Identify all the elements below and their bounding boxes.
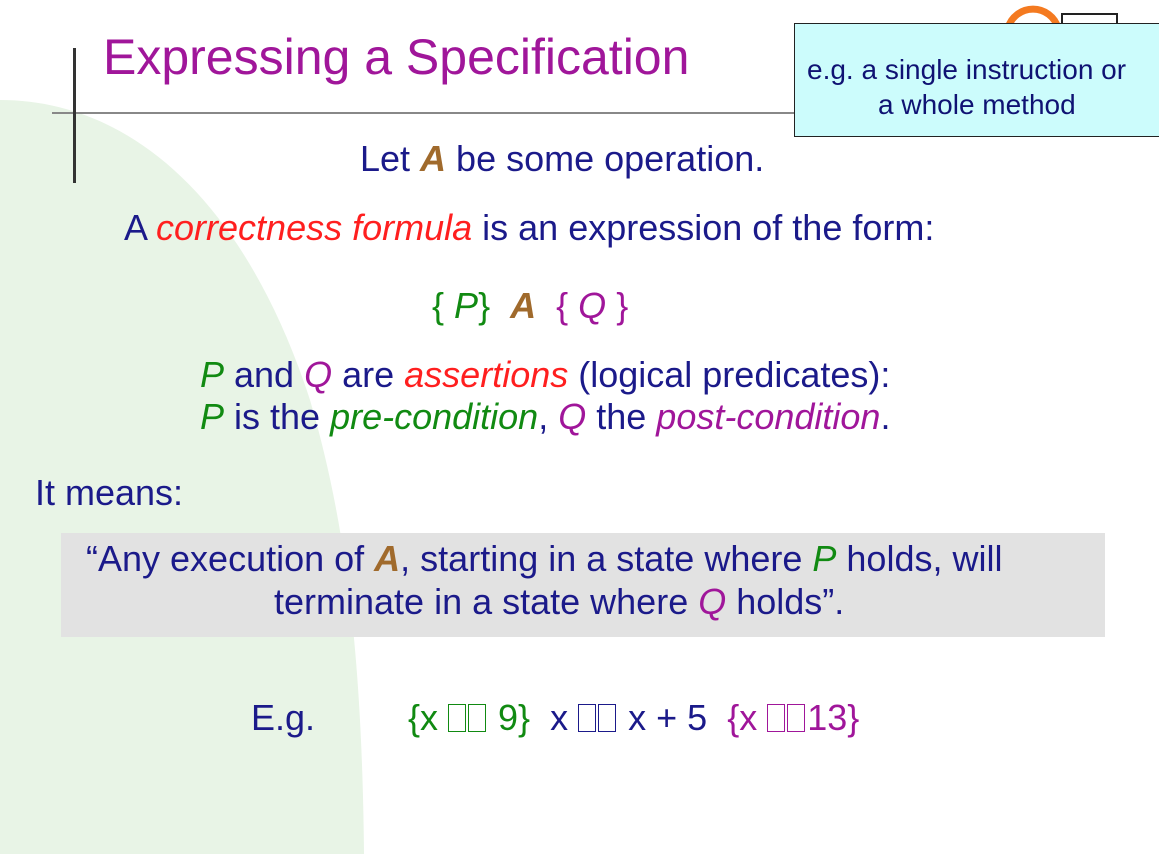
assert-are: are — [332, 354, 405, 395]
example-post-close: 13} — [807, 697, 860, 738]
it-means-label: It means: — [35, 472, 184, 513]
example-assign-lhs: x — [550, 697, 579, 738]
pre-p: P — [200, 396, 225, 437]
missing-glyph-icon — [468, 704, 486, 732]
quote-l2-a: terminate in a state where — [274, 581, 699, 622]
formula-line — [124, 207, 934, 249]
hoare-triple — [432, 285, 628, 327]
example-formula — [408, 697, 859, 739]
pre-condition-term: pre-condition — [330, 396, 539, 437]
example-assign-rhs: x + 5 — [618, 697, 708, 738]
triple-q-open: { — [556, 285, 569, 326]
formula-prefix: A — [124, 207, 157, 248]
triple-p-open: { — [432, 285, 445, 326]
quote-l1-a: “Any execution of — [86, 538, 375, 579]
assert-p: P — [200, 354, 225, 395]
missing-glyph-icon — [787, 704, 805, 732]
example-pre — [408, 697, 530, 738]
correctness-formula-term: correctness formula — [156, 207, 473, 248]
assert-q: Q — [304, 354, 333, 395]
example-assign — [550, 697, 707, 738]
triple-p-close: } — [478, 285, 491, 326]
missing-glyph-icon — [598, 704, 616, 732]
quote-p: P — [812, 538, 837, 579]
quote-l2-b: holds”. — [726, 581, 845, 622]
formula-suffix: is an expression of the form: — [472, 207, 935, 248]
assertions-term: assertions — [404, 354, 569, 395]
assert-and: and — [224, 354, 305, 395]
meaning-quote-box — [61, 533, 1105, 637]
note-line-2: a whole method — [878, 89, 1076, 120]
example-pre-close: 9} — [488, 697, 531, 738]
note-callout — [794, 23, 1159, 137]
post-q: Q — [558, 396, 587, 437]
example-label: E.g. — [251, 697, 316, 738]
assertions-line — [200, 354, 890, 396]
pre-comma: , — [538, 396, 559, 437]
pre-is: is the — [224, 396, 331, 437]
quote-line-2 — [274, 581, 844, 623]
title-vertical-rule — [73, 48, 76, 183]
let-prefix: Let — [360, 138, 421, 179]
let-suffix: be some operation. — [446, 138, 765, 179]
triple-a: A — [510, 285, 537, 326]
example-pre-open: {x — [408, 697, 449, 738]
let-line — [360, 138, 764, 180]
missing-glyph-icon — [578, 704, 596, 732]
conditions-line — [200, 396, 890, 438]
triple-q-close: } — [616, 285, 629, 326]
quote-l1-c: holds, will — [836, 538, 1003, 579]
slide-title: Expressing a Specification — [103, 29, 690, 85]
triple-p: P — [454, 285, 479, 326]
note-line-1: e.g. a single instruction or — [807, 54, 1127, 85]
example-post — [727, 697, 859, 738]
post-the: the — [586, 396, 657, 437]
operation-a: A — [420, 138, 447, 179]
assert-suffix: (logical predicates): — [568, 354, 891, 395]
quote-q: Q — [698, 581, 727, 622]
missing-glyph-icon — [448, 704, 466, 732]
missing-glyph-icon — [767, 704, 785, 732]
quote-line-1 — [86, 538, 1002, 580]
quote-a: A — [374, 538, 401, 579]
triple-q: Q — [578, 285, 607, 326]
post-condition-term: post-condition — [656, 396, 881, 437]
quote-l1-b: , starting in a state where — [400, 538, 813, 579]
post-end: . — [880, 396, 891, 437]
example-post-open: {x — [727, 697, 768, 738]
title-underline — [52, 112, 812, 114]
